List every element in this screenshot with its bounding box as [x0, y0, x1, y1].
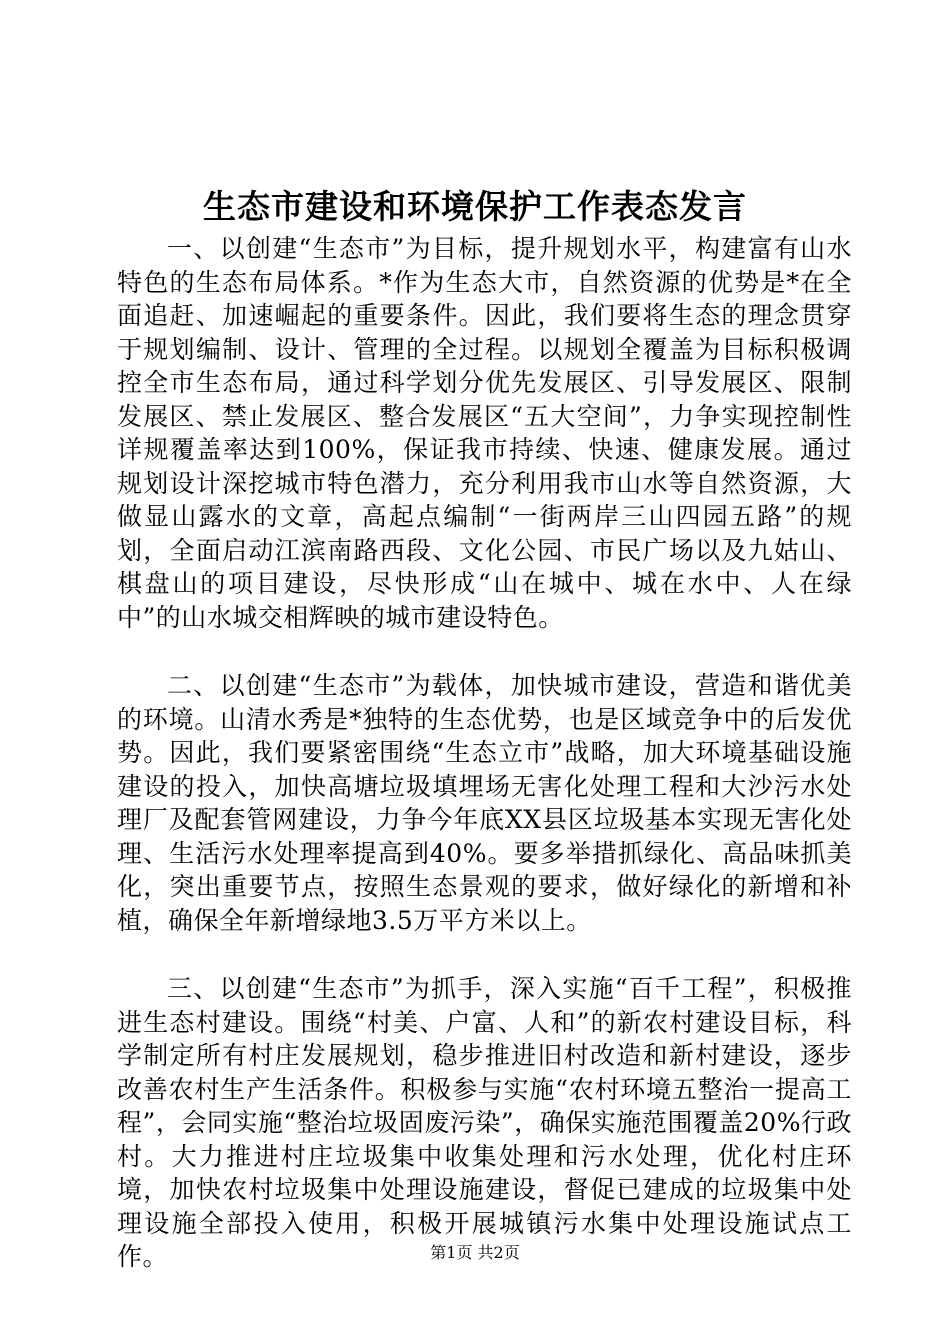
page-title: 生态市建设和环境保护工作表态发言	[203, 187, 747, 226]
paragraph-1: 一、以创建“生态市”为目标，提升规划水平，构建富有山水特色的生态布局体系。*作为生态大市，自然资源的优势是*在全面追赶、加速崛起的重要条件。因此，我们要将生态的理念贯穿于规划编制、设计、管理的全过程。以规划全覆盖为目标积极调控全市生态布局，通过科学划分优先发展区、引导发展区、限制发展区、禁止发展区、整合发展区“五大空间”，力争实现控制性详规覆盖率达到100%，保证我市持续、快速、健康发展。通过规划设计深挖城市特色潜力，充分利用我市山水等自然资源，大做显山露水的文章，高起点编制“一街两岸三山四园五路”的规划，全面启动江滨南路西段、文化公园、市民广场以及九姑山、棋盘山的项目建设，尽快形成“山在城中、城在水中、人在绿中”的山水城交相辉映的城市建设特色。	[117, 234, 852, 632]
document-body	[117, 232, 852, 1274]
paragraph-3: 三、以创建“生态市”为抓手，深入实施“百千工程”，积极推进生态村建设。围绕“村美、户富、人和”的新农村建设目标，科学制定所有村庄发展规划，稳步推进旧村改造和新村建设，逐步改善农村生产生活条件。积极参与实施“农村环境五整治一提高工程”，会同实施“整治垃圾固废污染”，确保实施范围覆盖20%行政村。大力推进村庄垃圾集中收集处理和污水处理，优化村庄环境，加快农村垃圾集中处理设施建设，督促已建成的垃圾集中处理设施全部投入使用，积极开展城镇污水集中处理设施试点工作。	[117, 974, 852, 1271]
paragraph-2: 二、以创建“生态市”为载体，加快城市建设，营造和谐优美的环境。山清水秀是*独特的生态优势，也是区域竞争中的后发优势。因此，我们要紧密围绕“生态立市”战略，加大环境基础设施建设的投入，加快高塘垃圾填埋场无害化处理工程和大沙污水处理厂及配套管网建设，力争今年底XX县区垃圾基本实现无害化处理、生活污水处理率提高到40%。要多举措抓绿化、高品味抓美化，突出重要节点，按照生态景观的要求，做好绿化的新增和补植，确保全年新增绿地3.5万平方米以上。	[117, 671, 852, 935]
page-number-footer: 第1页 共2页	[430, 1243, 520, 1262]
